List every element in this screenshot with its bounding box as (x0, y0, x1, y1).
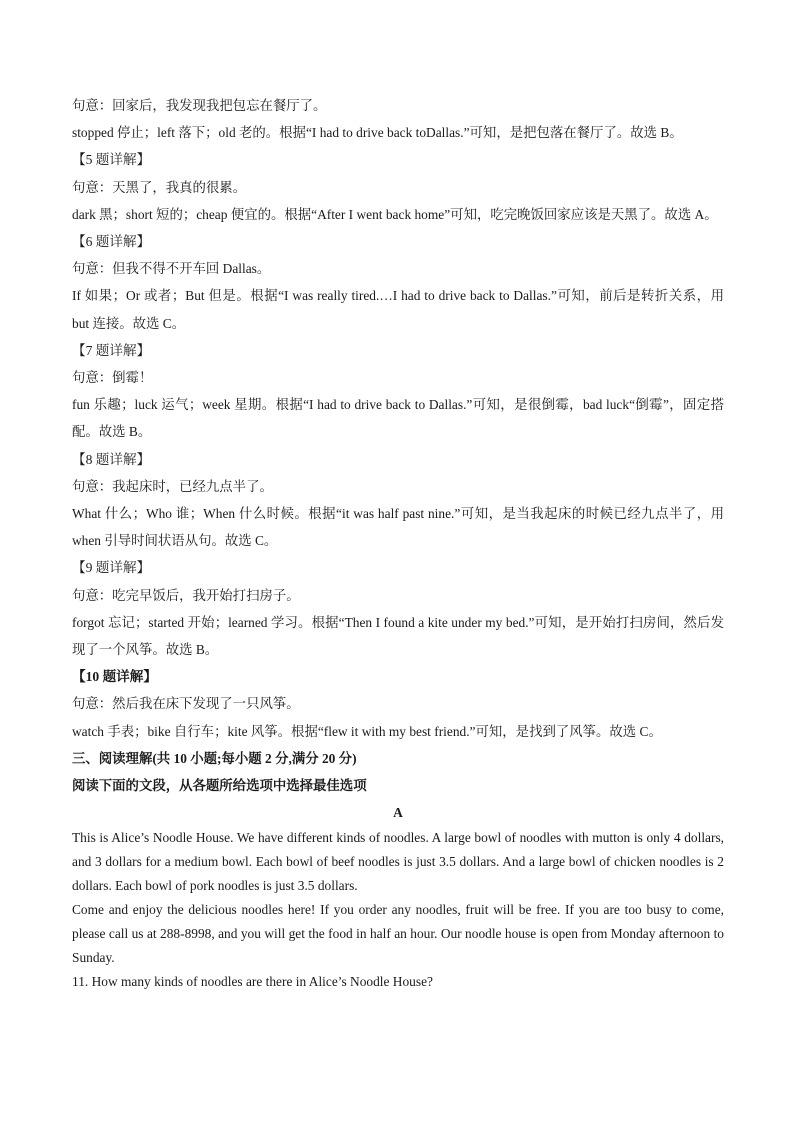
explanation-8: What 什么；Who 谁；When 什么时候。根据“it was half past nine.”可知，是当我起床的时候已经九点半了，用 when 引导时间状语从句。故选 C。 (72, 506, 724, 549)
explanation-7: fun 乐趣；luck 运气；week 星期。根据“I had to drive back to Dallas.”可知，是很倒霉，bad luck“倒霉”，固定搭配。故选 B。 (72, 397, 724, 440)
question-6-header: 【6 题详解】 (72, 234, 151, 250)
reading-passage (72, 826, 724, 994)
sentence-meaning-6: 句意：但我不得不开车回 Dallas。 (72, 261, 271, 277)
passage-paragraph-2: Come and enjoy the delicious noodles here! If you order any noodles, fruit will be free. If you are too busy to come, please call us at 288-8998, and you will get the food in half an hour. Our noodle house is open from Monday afternoon to Sunday. (72, 902, 724, 966)
question-11: 11. How many kinds of noodles are there in Alice’s Noodle House? (72, 974, 433, 990)
explanation-5: dark 黑；short 短的；cheap 便宜的。根据“After I went back home”可知，吃完晚饭回家应该是天黑了。故选 A。 (72, 206, 718, 222)
sentence-meaning-7: 句意：倒霉！ (72, 370, 153, 386)
question-8-header: 【8 题详解】 (72, 451, 151, 467)
sentence-meaning-9: 句意：吃完早饭后，我开始打扫房子。 (72, 587, 300, 603)
question-7-header: 【7 题详解】 (72, 342, 151, 358)
question-10-header: 【10 题详解】 (72, 669, 157, 685)
explanation-10: watch 手表；bike 自行车；kite 风筝。根据“flew it with my best friend.”可知，是找到了风筝。故选 C。 (72, 723, 662, 739)
passage-paragraph-1: This is Alice’s Noodle House. We have different kinds of noodles. A large bowl of noodles with mutton is only 4 dollars, and 3 dollars for a medium bowl. Each bowl of beef noodles is just 3.5 dollars. And a large bowl of chicken noodles is 2 dollars. Each bowl of pork noodles is just 3.5 dollars. (72, 830, 724, 894)
sentence-meaning-8: 句意：我起床时，已经九点半了。 (72, 478, 273, 494)
passage-title: A (393, 805, 403, 821)
explanation-9: forgot 忘记；started 开始；learned 学习。根据“Then I found a kite under my bed.”可知，是开始打扫房间，然后发现了一个风筝。故选 B。 (72, 614, 724, 658)
sentence-meaning-4: 句意：回家后，我发现我把包忘在餐厅了。 (72, 98, 327, 113)
sentence-meaning-10: 句意：然后我在床下发现了一只风筝。 (72, 696, 300, 712)
question-9-header: 【9 题详解】 (72, 560, 151, 576)
explanation-6: If 如果；Or 或者；But 但是。根据“I was really tired.…I had to drive back to Dallas.”可知，前后是转折关系，用 but 连接。故选 C。 (72, 288, 724, 331)
section-heading: 三、阅读理解(共 10 小题;每小题 2 分,满分 20 分) (72, 750, 357, 766)
explanation-4: stopped 停止；left 落下；old 老的。根据“I had to drive back toDallas.”可知，是把包落在餐厅了。故选 B。 (72, 125, 683, 141)
section-instruction: 阅读下面的文段，从各题所给选项中选择最佳选项 (72, 778, 367, 794)
sentence-meaning-5: 句意：天黑了，我真的很累。 (72, 179, 247, 195)
question-5-header: 【5 题详解】 (72, 152, 151, 168)
document-page (72, 92, 724, 994)
